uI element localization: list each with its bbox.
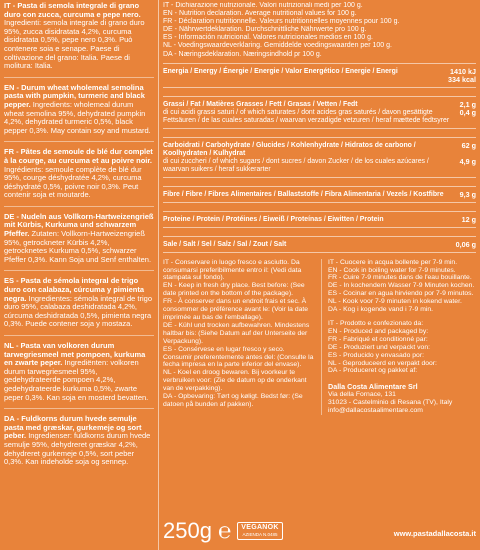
- info-column: [163, 2, 476, 548]
- nutrition-row-salt: Sale / Salt / Sel / Salz / Sal / Zout / Salt 0,06 g: [163, 236, 476, 253]
- storage-cooking-section: [163, 259, 476, 416]
- nutrition-row-energy: Energia / Energy / Énergie / Energie / Valor Energético / Energie / Energi 1410 kJ 334 kcal: [163, 64, 476, 88]
- column-divider: [158, 0, 159, 550]
- company-address: Dalla Costa Alimentare Srl Via della Fornace, 131 31023 - Castelminio di Resana (TV), Italy info@dallacostaalimentare.com: [328, 382, 453, 415]
- ingredients-de: DE - Nudeln aus Vollkorn-Hartweizengrieß mit Kürbis, Kurkuma und schwarzem Pfeffer. Zutaten: Vollkorn-Hartweizengrieß 95%, getrockneter Kürbis 4,2%, getrocknetes Kurkuma 0,5%, schwarzer Pfeffer 0,3%. Kann Soja und Senf enthalten.: [4, 213, 154, 272]
- ingredients-es: ES - Pasta de sémola integral de trigo duro con calabaza, cúrcuma y pimienta negra. Ingredientes: sémola integral de trigo duro 95%, calabaza deshidratada 4,2%, cúrcuma deshidratada 0,5%, pimienta negra 0,3%. Puede contener soja y mostaza.: [4, 277, 154, 336]
- ingredients-nl: NL - Pasta van volkoren durum tarwegriesmeel met pompoen, kurkuma en zwarte peper. Ingrediënten: volkoren durum tarwegriesmeel 95%, gedehydrateerde pompoen 4,2%, gedehydrateerde kurkuma 0,5%, zwarte peper 0,3%. Kan soja en mosterd bevatten.: [4, 342, 154, 409]
- producer-statement: IT - Prodotto e confezionato da: EN - Produced and packaged by: FR - Fabriqué et conditionné par: DE - Produziert und verpackt von: ES - Producido y envasado por: NL - Geproduceerd en verpakt door: DA - Produceret og pakket af:: [328, 320, 437, 375]
- cooking-instructions: IT - Cuocere in acqua bollente per 7-9 min. EN - Cook in boiling water for 7-9 minutes. FR - Cuire 7-9 minutes dans de l'eau bouillante. DE - In kochendem Wasser 7-9 Minuten kochen. ES - Cocinar en agua hirviendo por 7-9 minutos. NL - Kook voor 7-9 minuten in kokend water. DA - Kog i kogende vand i 7-9 min.: [328, 258, 475, 314]
- footer-bar: [163, 514, 476, 544]
- cooking-and-producer: [322, 259, 476, 416]
- ingredients-da: DA - Fuldkorns durum hvede semulje pasta med græskar, gurkemeje og sort peber. Ingredienser: fuldkorns durum hvede semulje 95%, dehydreret græskar 4,2%, dehydreret gurkemeje 0,5%, sort peber 0,3%. Kan indeholde soja og sennep.: [4, 414, 151, 467]
- ingredients-it: IT - Pasta di semola integrale di grano duro con zucca, curcuma e pepe nero. Ingredienti: semola integrale di grano duro 95%, zucca disidratata 4,2%, curcuma disidratata 0,5%, pepe nero 0,3%. Può contenere soia e senape. Paese di coltivazione del grano: Italia. Paese di molitura: Italia.: [4, 2, 154, 78]
- veganok-badge: VEGANOK AZIENDA N.0485: [237, 522, 283, 540]
- website-link[interactable]: www.pastadallacosta.it: [393, 529, 476, 538]
- ingredients-en: EN - Durum wheat wholemeal semolina pasta with pumpkin, turmeric and black pepper. Ingredients: wholemeal durum wheat semolina 95%, dehydrated pumpkin 4,2%, dehydrated turmeric 0,5%, black pepper 0,3%. May contain soy and mustard.: [4, 84, 154, 143]
- nutrition-row-carbohydrate: Carboidrati / Carbohydrate / Glucides / Kohlenhydrate / Hidratos de carbono / Koolhydraten / Kulhydrat di cui zuccheri / of which sugars / dont sucres / davon Zucker / de los cuales azúcares / waarvan suikers / heraf sukkerarter 62 g 4,9 g: [163, 137, 476, 178]
- nutrition-row-protein: Proteine / Protein / Protéines / Eiweiß / Proteínas / Eiwitten / Protein 12 g: [163, 211, 476, 228]
- net-weight: 250g ℮: [163, 518, 232, 543]
- ingredients-column: [4, 2, 154, 548]
- nutrition-row-fat: Grassi / Fat / Matières Grasses / Fett / Grasas / Vetten / Fedt di cui acidi grassi saturi / of which saturates / dont acides gras saturés / davon gesättigte Fettsäuren / de las cuales saturadas / waarvan verzadigde vetzuren / heraf mættede fedtsyrer 2,1 g 0,4 g: [163, 96, 476, 129]
- ingredients-fr: FR - Pâtes de semoule de blé dur complet à la courge, au curcuma et au poivre noir. Ingrédients: semoule complète de blé dur 95%, courge déshydratée 4,2%, curcuma déshydraté 0,5%, poivre noir 0,3%. Peut contenir soja et moutarde.: [4, 148, 154, 207]
- storage-instructions: IT - Conservare in luogo fresco e asciutto. Da consumarsi preferibilmente entro il: (Vedi data stampata sul fondo). EN - Keep in fresh dry place. Best before: (See date printed on the bottom of the package). FR - À conserver dans un endroit frais et sec. À consommer de préférence avant le: (Voir la date imprimée au bas de l'emballage). DE - Kühl und trocken aufbewahren. Mindestens haltbar bis: (Siehe Datum auf der Unterseite der Verpackung). ES - Consérvese en lugar fresco y seco. Consumir preferentemente antes del: (Consulte la fecha impresa en la parte inferior del envase). NL - Koel en droog bewaren. Bij voorkeur te verbruiken voor: (Zie de datum op de onderkant van de verpakking). DA - Opbevaring: Tørt og køligt. Bedst før: (Se datoen på bunden af pakken).: [163, 259, 322, 416]
- nutrition-declaration: IT - Dichiarazione nutrizionale. Valori nutrizionali medi per 100 g. EN - Nutrition declaration. Average nutritional values for 100 g. FR - Déclaration nutritionnelle. Valeurs nutritionnelles moyennes pour 100 g. DE - Nährwertdeklaration. Durchschnittliche Nährwerte pro 100 g. ES - Información nutricional. Valores nutricionales medios en 100 g. NL - Voedingswaardeverklaring. Gemiddelde voedingswaarden per 100 g. DA - Næringsdeklaration. Næringsindhold pr 100 g.: [163, 2, 476, 64]
- nutrition-row-fibre: Fibre / Fibre / Fibres Alimentaires / Ballaststoffe / Fibra Alimentaria / Vezels / Kostfibre 9,3 g: [163, 186, 476, 203]
